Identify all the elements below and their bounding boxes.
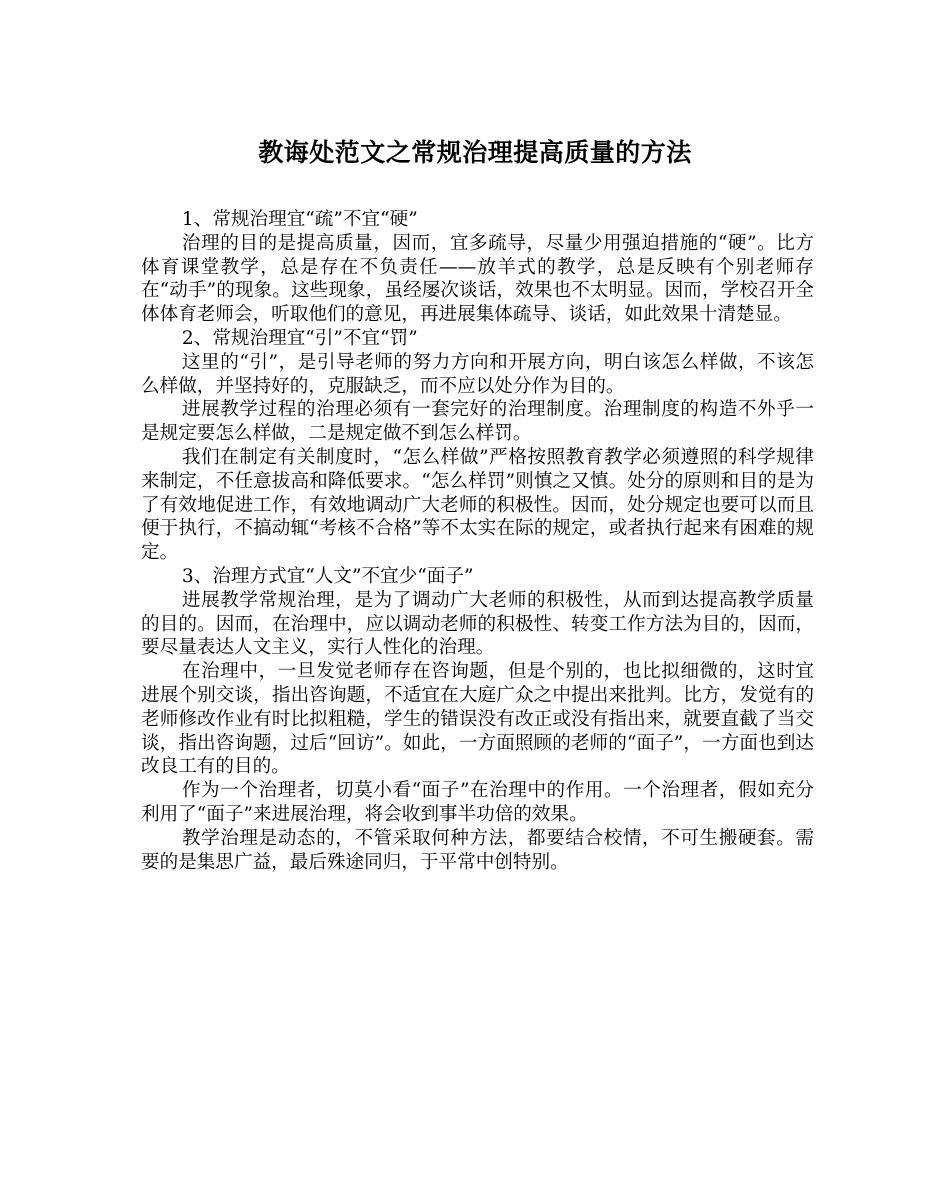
paragraph: 治理的目的是提高质量，因而，宜多疏导，尽量少用强迫措施的“硬”。比方体育课堂教学，总是存在不负责任——放羊式的教学，总是反映有个别老师存在“动手”的现象。这些现象，虽经屡次谈话，效果也不太明显。因而，学校召开全体体育老师会，听取他们的意见，再进展集体疏导、谈话，如此效果十清楚显。 (141, 232, 814, 326)
paragraph: 进展教学过程的治理必须有一套完好的治理制度。治理制度的构造不外乎一是规定要怎么样做，二是规定做不到怎么样罚。 (141, 399, 814, 445)
section-heading-2: 2、常规治理宜“引”不宜“罚” (181, 327, 418, 349)
paragraph: 作为一个治理者，切莫小看“面子”在治理中的作用。一个治理者，假如充分利用了“面子”来进展治理，将会收到事半功倍的效果。 (141, 780, 814, 825)
section-heading-1: 1、常规治理宜“疏”不宜“硬” (181, 209, 418, 230)
document-body (141, 208, 814, 874)
paragraph: 进展教学常规治理，是为了调动广大老师的积极性，从而到达提高教学质量的目的。因而，在治理中，应以调动老师的积极性、转变工作方法为目的，因而，要尽量表达人文主义，实行人性化的治理。 (141, 589, 814, 659)
paragraph: 教学治理是动态的，不管采取何种方法，都要结合校情，不可生搬硬套。需要的是集思广益，最后殊途同归，于平常中创特别。 (141, 827, 814, 873)
paragraph: 这里的“引”，是引导老师的努力方向和开展方向，明白该怎么样做，不该怎么样做，并坚持好的，克服缺乏，而不应以处分作为目的。 (141, 351, 814, 397)
paragraph: 在治理中，一旦发觉老师存在咨询题，但是个别的，也比拟细微的，这时宜进展个别交谈，指出咨询题，不适宜在大庭广众之中提出来批判。比方，发觉有的老师修改作业有时比拟粗糙，学生的错误没有改正或没有指出来，就要直截了当交谈，指出咨询题，过后“回访”。如此，一方面照顾的老师的“面子”，一方面也到达改良工有的目的。 (141, 661, 814, 778)
paragraph: 我们在制定有关制度时，“怎么样做”严格按照教育教学必须遵照的科学规律来制定，不任意拔高和降低要求。“怎么样罚”则慎之又慎。处分的原则和目的是为了有效地促进工作，有效地调动广大老师的积极性。因而，处分规定也要可以而且便于执行，不搞动辄“考核不合格”等不太实在际的规定，或者执行起来有困难的规定。 (141, 446, 814, 564)
document-title: 教诲处范文之常规治理提高质量的方法 (258, 138, 692, 167)
section-heading-3: 3、治理方式宜“人文”不宜少“面子” (181, 565, 474, 587)
